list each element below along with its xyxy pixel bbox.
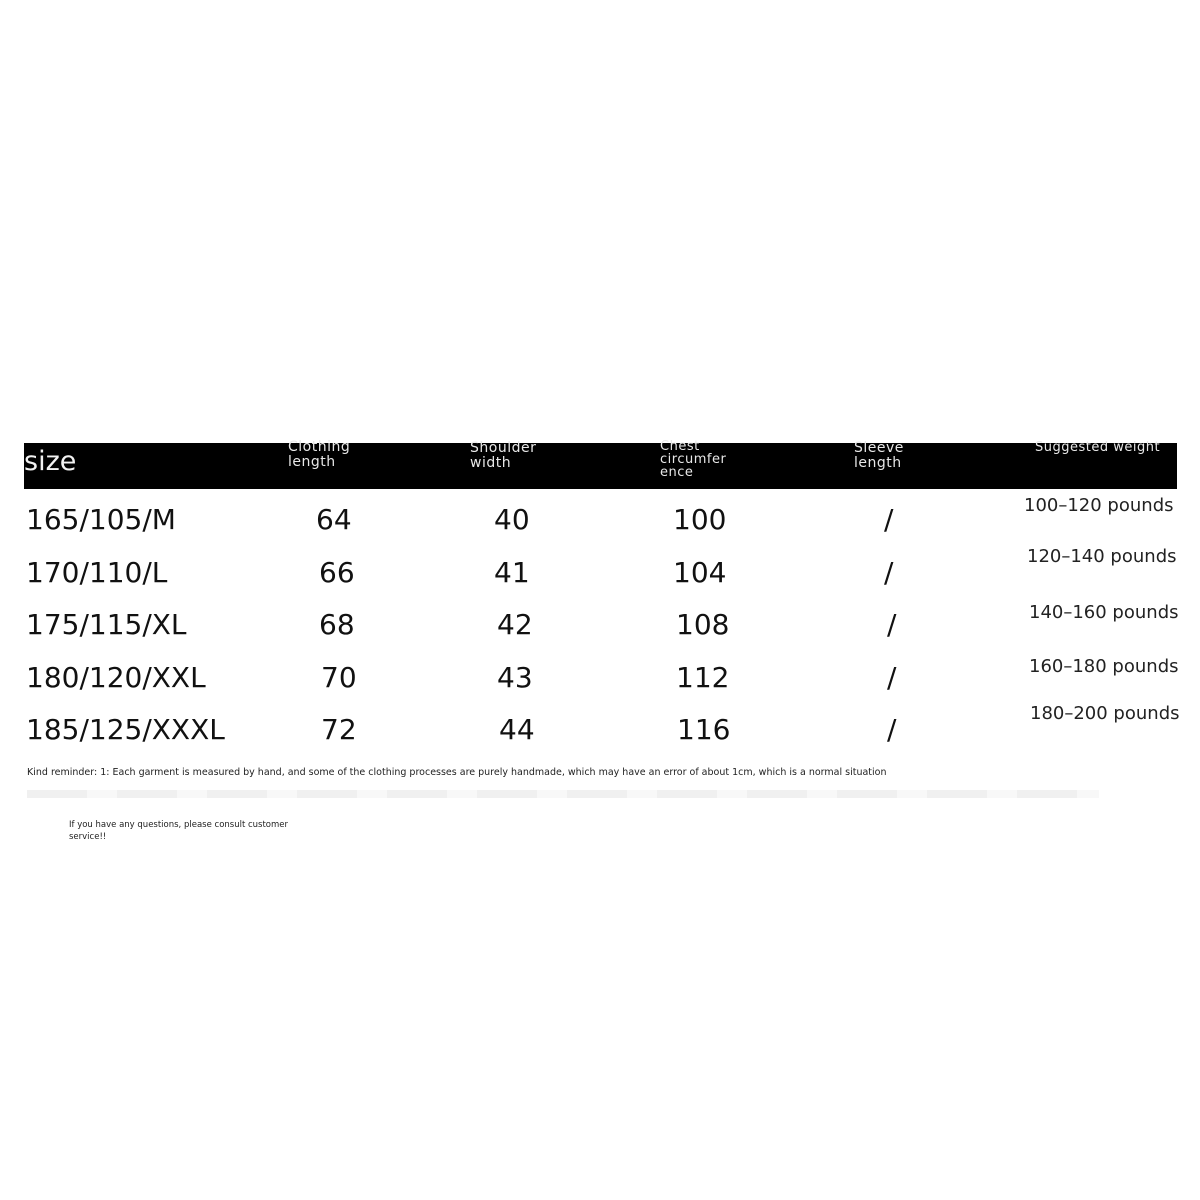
table-row xyxy=(0,656,1200,711)
table-row xyxy=(0,703,1200,763)
header-size: size xyxy=(24,446,77,477)
cell-suggested-weight: 140–160 pounds xyxy=(1029,602,1179,623)
cell-sleeve-length: / xyxy=(884,503,894,536)
cell-sleeve-length: / xyxy=(887,661,897,694)
header-chest-circumference: Chest circumfer ence xyxy=(660,439,727,480)
cell-clothing-length: 64 xyxy=(316,503,352,536)
cell-suggested-weight: 180–200 pounds xyxy=(1030,703,1180,724)
cell-clothing-length: 72 xyxy=(321,713,357,746)
cell-size: 185/125/XXXL xyxy=(26,713,225,746)
cell-size: 170/110/L xyxy=(26,556,168,589)
cell-clothing-length: 66 xyxy=(319,556,355,589)
header-sleeve-length: Sleeve length xyxy=(854,440,904,471)
cell-suggested-weight: 160–180 pounds xyxy=(1029,656,1179,677)
table-row xyxy=(0,495,1200,553)
cell-clothing-length: 70 xyxy=(321,661,357,694)
table-row xyxy=(0,602,1200,658)
cell-chest: 104 xyxy=(673,556,727,589)
cell-sleeve-length: / xyxy=(887,713,897,746)
cell-shoulder-width: 42 xyxy=(497,608,533,641)
cell-shoulder-width: 40 xyxy=(494,503,530,536)
cell-chest: 112 xyxy=(676,661,730,694)
cell-chest: 108 xyxy=(676,608,730,641)
table-row xyxy=(0,546,1200,606)
header-suggested-weight: Suggested weight xyxy=(1035,440,1161,455)
cell-size: 165/105/M xyxy=(26,503,176,536)
cell-suggested-weight: 120–140 pounds xyxy=(1027,546,1177,567)
cell-shoulder-width: 43 xyxy=(497,661,533,694)
cell-sleeve-length: / xyxy=(884,556,894,589)
cell-suggested-weight: 100–120 pounds xyxy=(1024,495,1174,516)
cell-shoulder-width: 44 xyxy=(499,713,535,746)
faded-divider xyxy=(27,790,1099,798)
header-shoulder-width: Shoulder width xyxy=(470,440,537,471)
cell-clothing-length: 68 xyxy=(319,608,355,641)
cell-sleeve-length: / xyxy=(887,608,897,641)
cell-shoulder-width: 41 xyxy=(494,556,530,589)
contact-note: If you have any questions, please consult customer service!! xyxy=(69,820,289,842)
cell-chest: 100 xyxy=(673,503,727,536)
cell-size: 175/115/XL xyxy=(26,608,187,641)
cell-chest: 116 xyxy=(677,713,731,746)
measurement-reminder: Kind reminder: 1: Each garment is measured by hand, and some of the clothing processes are purely handmade, which may have an error of about 1cm, which is a normal situation xyxy=(27,767,887,778)
header-clothing-length: Clothing length xyxy=(288,439,351,470)
cell-size: 180/120/XXL xyxy=(26,661,206,694)
size-table-header xyxy=(24,439,1177,489)
